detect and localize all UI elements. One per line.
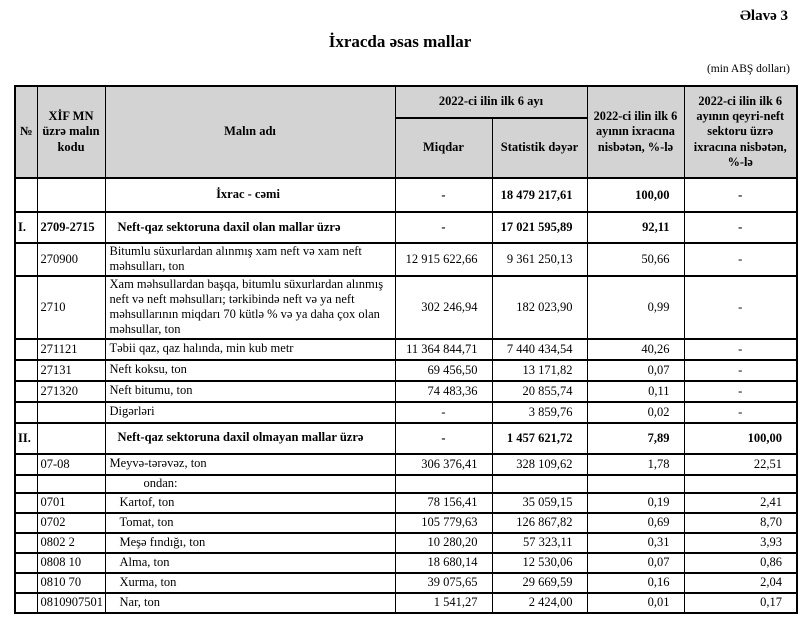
row-no: [15, 454, 37, 475]
row-code: 0810907501: [37, 593, 105, 613]
row-qty: -: [395, 178, 492, 212]
row-no: [15, 402, 37, 423]
row-value: 20 855,74: [492, 381, 587, 402]
unit-note: (min ABŞ dolları): [706, 63, 790, 75]
row-name: Nar, ton: [105, 593, 395, 613]
row-qty: -: [395, 212, 492, 243]
table-row: [15, 360, 797, 381]
row-value: 18 479 217,61: [492, 178, 587, 212]
row-share-total: 0,02: [587, 402, 684, 423]
row-share-nonoil: -: [684, 339, 797, 360]
row-code: 0810 70: [37, 573, 105, 593]
row-qty: 1 541,27: [395, 593, 492, 613]
row-qty: 11 364 844,71: [395, 339, 492, 360]
row-code: [37, 475, 105, 493]
row-value: 57 323,11: [492, 533, 587, 553]
row-no: [15, 339, 37, 360]
table-row: [15, 573, 797, 593]
row-no: [15, 178, 37, 212]
row-value: 17 021 595,89: [492, 212, 587, 243]
row-qty: 78 156,41: [395, 493, 492, 513]
row-name: Neft-qaz sektoruna daxil olmayan mallar üzrə: [105, 423, 395, 454]
row-name: Xam məhsullardan başqa, bitumlu süxurlardan alınmış neft və neft məhsulları; tərkibində neft və ya neft məhsullarının miqdarı 70 kütlə % və ya daha çox olan məhsullar, ton: [105, 276, 395, 339]
row-share-total: 0,19: [587, 493, 684, 513]
row-share-total: 0,07: [587, 553, 684, 573]
row-share-total: 50,66: [587, 243, 684, 276]
row-name: Digərləri: [105, 402, 395, 423]
row-code: 2709-2715: [37, 212, 105, 243]
row-no: [15, 493, 37, 513]
table-body: [15, 178, 797, 613]
header-period-group: 2022-ci ilin ilk 6 ayı: [395, 86, 587, 118]
row-share-nonoil: 3,93: [684, 533, 797, 553]
row-name: Neft bitumu, ton: [105, 381, 395, 402]
table-row: [15, 243, 797, 276]
row-share-total: 100,00: [587, 178, 684, 212]
row-value: 2 424,00: [492, 593, 587, 613]
row-share-nonoil: -: [684, 276, 797, 339]
row-qty: 18 680,14: [395, 553, 492, 573]
row-share-nonoil: [684, 475, 797, 493]
header-no: №: [15, 86, 37, 178]
row-no: [15, 243, 37, 276]
row-share-nonoil: -: [684, 212, 797, 243]
row-share-total: 0,31: [587, 533, 684, 553]
table-row: [15, 381, 797, 402]
row-name: İxrac - cəmi: [105, 178, 395, 212]
row-share-total: [587, 475, 684, 493]
annex-label: Əlavə 3: [739, 8, 788, 24]
row-code: 271320: [37, 381, 105, 402]
header-name: Malın adı: [105, 86, 395, 178]
row-name: Xurma, ton: [105, 573, 395, 593]
row-share-total: 92,11: [587, 212, 684, 243]
row-qty: 39 075,65: [395, 573, 492, 593]
row-share-total: 40,26: [587, 339, 684, 360]
row-qty: [395, 475, 492, 493]
row-code: [37, 178, 105, 212]
row-share-total: 0,07: [587, 360, 684, 381]
row-name: Neft-qaz sektoruna daxil olan mallar üzrə: [105, 212, 395, 243]
row-share-nonoil: -: [684, 178, 797, 212]
row-qty: -: [395, 402, 492, 423]
row-share-nonoil: -: [684, 402, 797, 423]
table-row: [15, 533, 797, 553]
page-title: İxracda əsas mallar: [328, 32, 472, 51]
row-qty: -: [395, 423, 492, 454]
row-name: Alma, ton: [105, 553, 395, 573]
row-qty: 10 280,20: [395, 533, 492, 553]
row-share-nonoil: 22,51: [684, 454, 797, 475]
row-qty: 12 915 622,66: [395, 243, 492, 276]
row-name: Neft koksu, ton: [105, 360, 395, 381]
row-value: 182 023,90: [492, 276, 587, 339]
header-share-nonoil: 2022-ci ilin ilk 6 ayının qeyri-neft sektoru üzrə ixracına nisbətən, %-lə: [684, 86, 797, 178]
row-qty: 306 376,41: [395, 454, 492, 475]
row-share-nonoil: 0,17: [684, 593, 797, 613]
row-value: 29 669,59: [492, 573, 587, 593]
row-share-nonoil: -: [684, 243, 797, 276]
table-row: [15, 493, 797, 513]
row-name: Tomat, ton: [105, 513, 395, 533]
row-value: 1 457 621,72: [492, 423, 587, 454]
table-row: [15, 212, 797, 243]
table-row: [15, 178, 797, 212]
row-code: 0702: [37, 513, 105, 533]
row-no: [15, 475, 37, 493]
row-no: [15, 553, 37, 573]
row-qty: 74 483,36: [395, 381, 492, 402]
row-name: Təbii qaz, qaz halında, min kub metr: [105, 339, 395, 360]
table-row: [15, 339, 797, 360]
row-code: 270900: [37, 243, 105, 276]
row-value: 12 530,06: [492, 553, 587, 573]
row-share-total: 0,11: [587, 381, 684, 402]
row-name: Meşə fındığı, ton: [105, 533, 395, 553]
row-share-total: 7,89: [587, 423, 684, 454]
row-no: [15, 593, 37, 613]
row-code: 0808 10: [37, 553, 105, 573]
header-value: Statistik dəyər: [492, 118, 587, 178]
row-value: 9 361 250,13: [492, 243, 587, 276]
row-code: [37, 402, 105, 423]
row-share-nonoil: 2,04: [684, 573, 797, 593]
row-share-nonoil: 0,86: [684, 553, 797, 573]
row-no: [15, 573, 37, 593]
table-row: [15, 276, 797, 339]
row-value: 7 440 434,54: [492, 339, 587, 360]
row-no: II.: [15, 423, 37, 454]
exports-table: [14, 85, 798, 614]
row-code: 0802 2: [37, 533, 105, 553]
row-share-total: 0,69: [587, 513, 684, 533]
row-share-nonoil: 8,70: [684, 513, 797, 533]
row-share-nonoil: 100,00: [684, 423, 797, 454]
row-qty: 105 779,63: [395, 513, 492, 533]
row-code: 271121: [37, 339, 105, 360]
row-code: 2710: [37, 276, 105, 339]
row-value: 328 109,62: [492, 454, 587, 475]
table-row: [15, 513, 797, 533]
row-share-nonoil: -: [684, 360, 797, 381]
row-value: 13 171,82: [492, 360, 587, 381]
table-row: [15, 553, 797, 573]
row-share-total: 0,99: [587, 276, 684, 339]
table-row: [15, 423, 797, 454]
row-qty: 69 456,50: [395, 360, 492, 381]
row-no: [15, 513, 37, 533]
header-code: XİF MN üzrə malın kodu: [37, 86, 105, 178]
row-share-total: 0,16: [587, 573, 684, 593]
row-no: [15, 533, 37, 553]
row-code: 0701: [37, 493, 105, 513]
row-no: I.: [15, 212, 37, 243]
row-share-total: 0,01: [587, 593, 684, 613]
row-code: 27131: [37, 360, 105, 381]
row-no: [15, 381, 37, 402]
header-share-total: 2022-ci ilin ilk 6 ayının ixracına nisbətən, %-lə: [587, 86, 684, 178]
row-no: [15, 276, 37, 339]
row-value: 3 859,76: [492, 402, 587, 423]
header-quantity: Miqdar: [395, 118, 492, 178]
row-name: Kartof, ton: [105, 493, 395, 513]
row-value: [492, 475, 587, 493]
row-qty: 302 246,94: [395, 276, 492, 339]
row-share-nonoil: 2,41: [684, 493, 797, 513]
table-row: [15, 475, 797, 493]
row-share-total: 1,78: [587, 454, 684, 475]
row-name: Meyvə-tərəvəz, ton: [105, 454, 395, 475]
row-value: 126 867,82: [492, 513, 587, 533]
table-header: [15, 86, 797, 178]
row-value: 35 059,15: [492, 493, 587, 513]
table-row: [15, 454, 797, 475]
row-no: [15, 360, 37, 381]
table-row: [15, 593, 797, 613]
row-share-nonoil: -: [684, 381, 797, 402]
row-name: Bitumlu süxurlardan alınmış xam neft və xam neft məhsulları, ton: [105, 243, 395, 276]
row-name: ondan:: [105, 475, 395, 493]
table-row: [15, 402, 797, 423]
row-code: 07-08: [37, 454, 105, 475]
row-code: [37, 423, 105, 454]
